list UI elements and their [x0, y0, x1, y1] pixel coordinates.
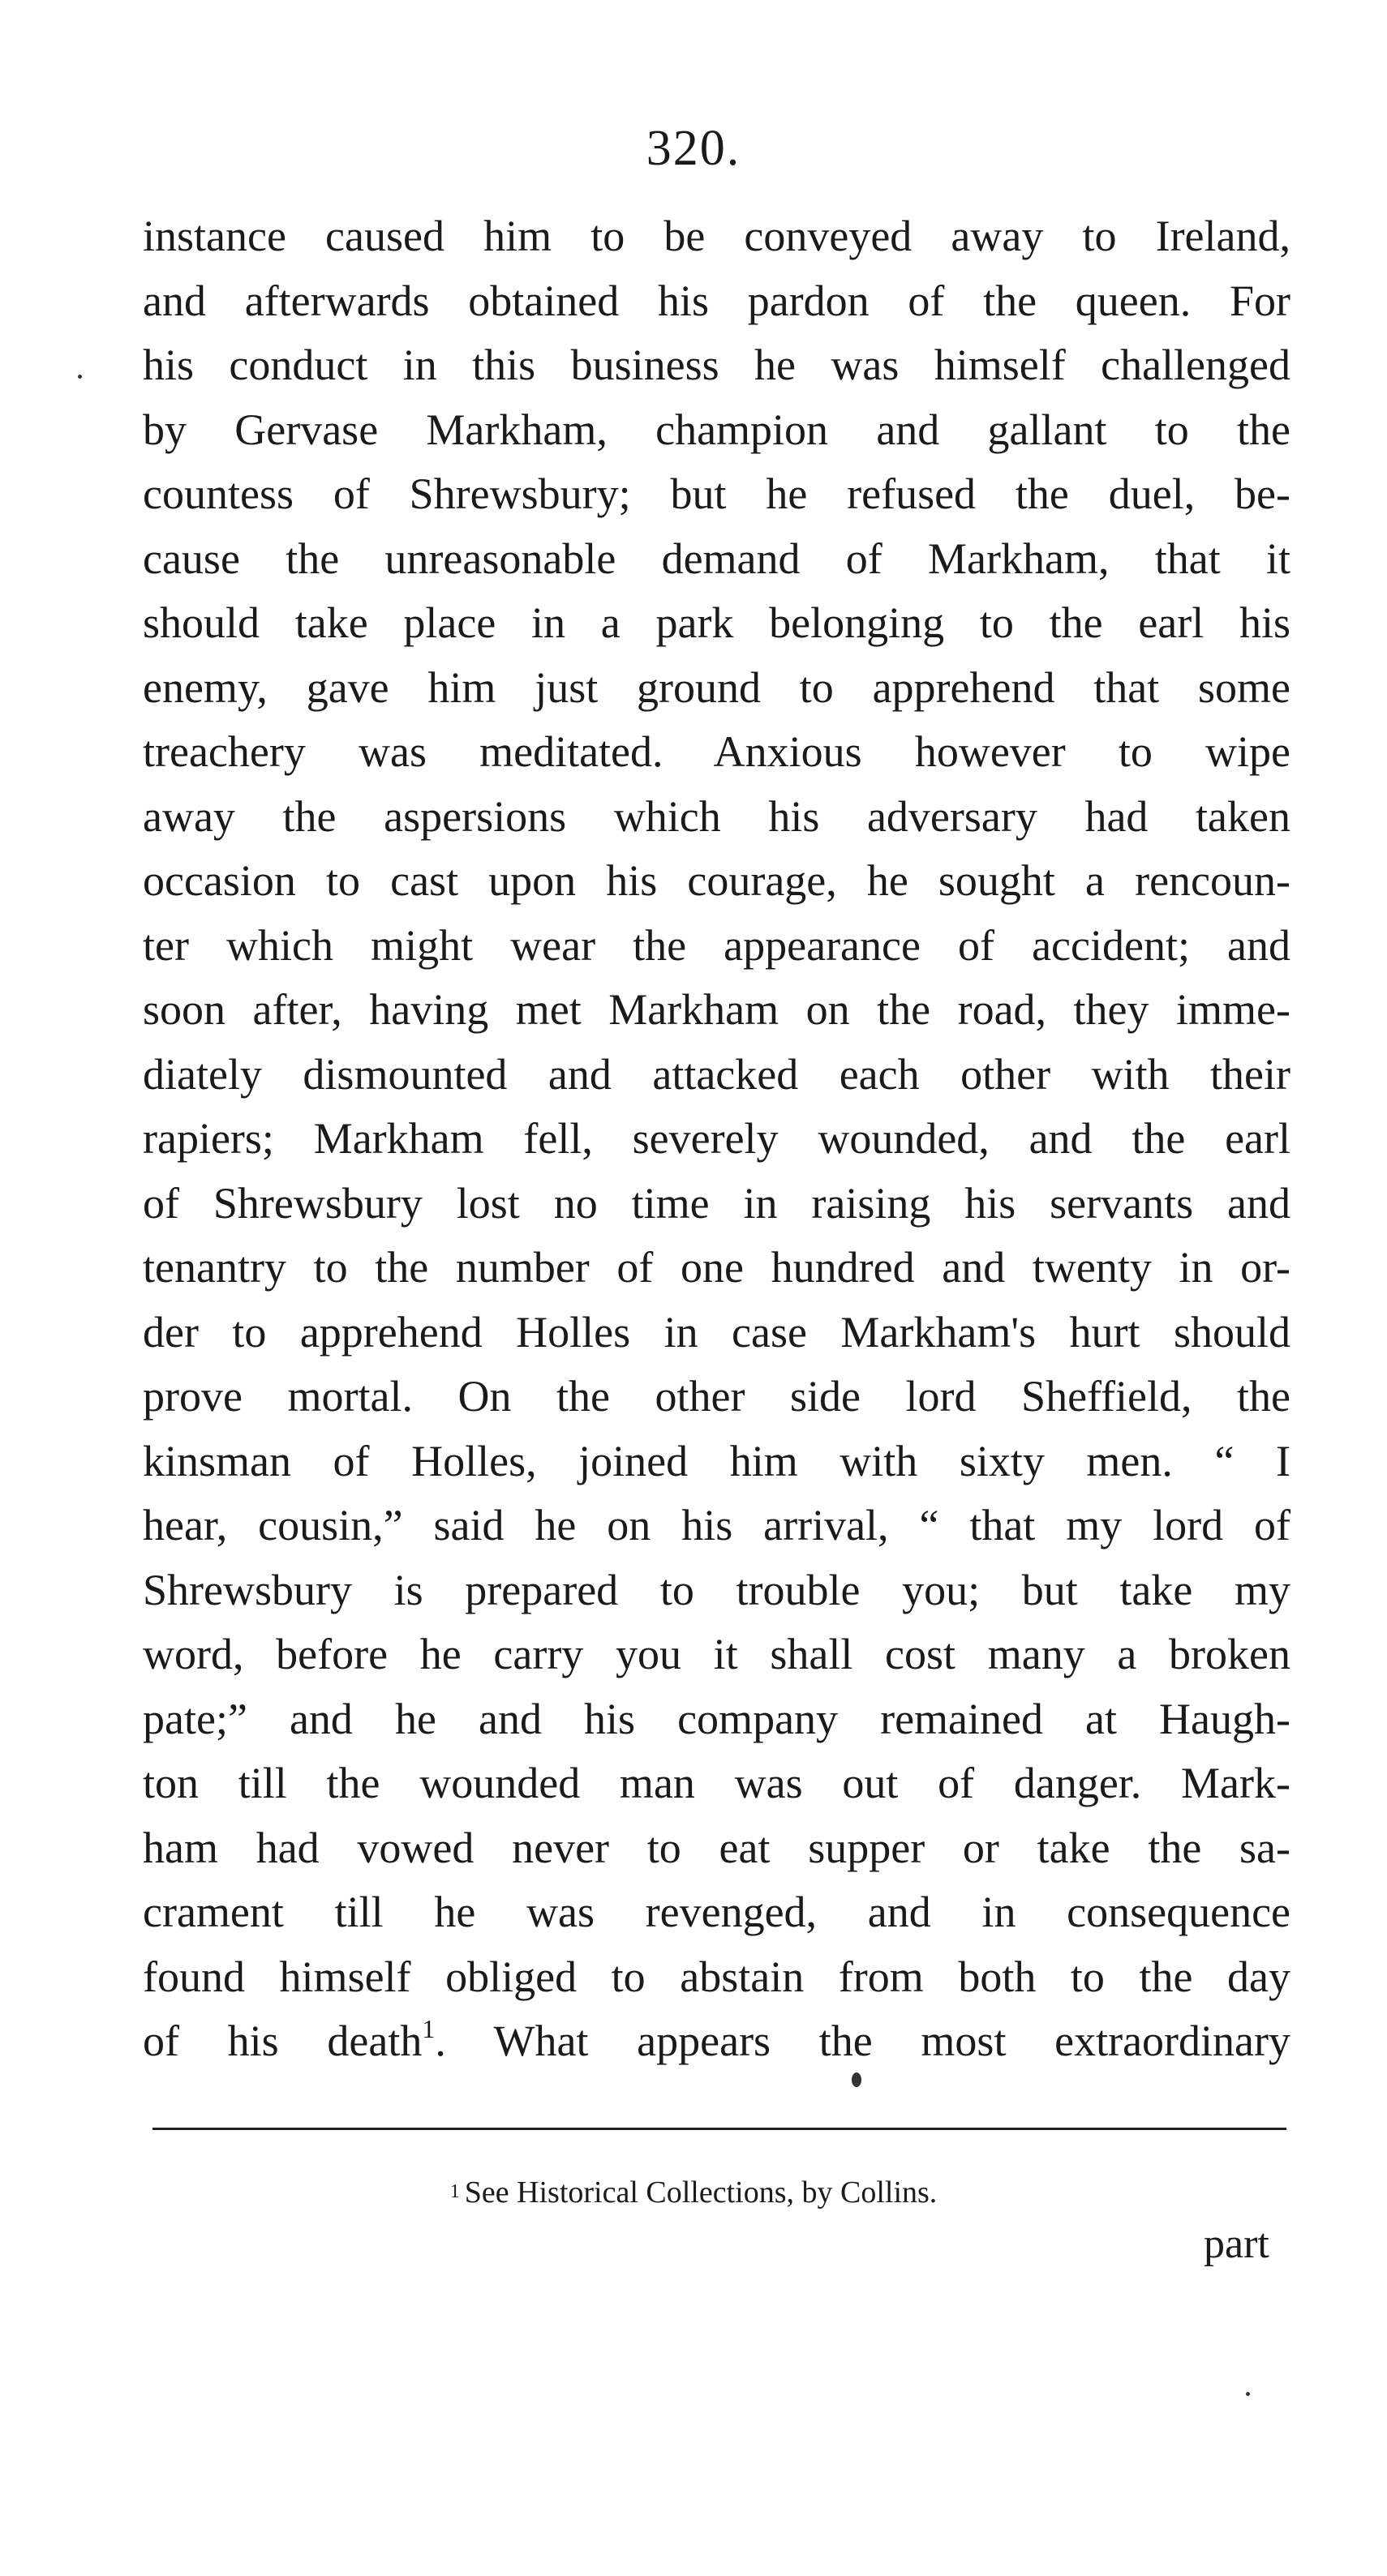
footnote-mark: 1 — [449, 2181, 460, 2202]
footnote-text: See Historical Collections, by Collins. — [464, 2175, 938, 2210]
text-line-tail: . What appears the most extraordinary — [435, 2017, 1290, 2065]
page-number: 320. — [646, 121, 741, 176]
text-line-last — [143, 2009, 1290, 2074]
text-line: and afterwards obtained his pardon of the queen. For — [143, 276, 1290, 325]
text-line: ton till the wounded man was out of danger. Mark- — [143, 1759, 1290, 1807]
text-line: ham had vowed never to eat supper or take the sa- — [143, 1823, 1290, 1872]
text-line-head: of his death — [143, 2017, 423, 2065]
text-line: countess of Shrewsbury; but he refused the duel, be- — [143, 469, 1290, 518]
text-line: der to apprehend Holles in case Markham's hurt should — [143, 1307, 1290, 1357]
text-line: diately dismounted and attacked each other with their — [143, 1049, 1290, 1099]
text-line: rapiers; Markham fell, severely wounded, and the earl — [143, 1114, 1290, 1163]
text-line: pate;” and he and his company remained at Haugh- — [143, 1694, 1290, 1743]
text-line: his conduct in this business he was himself challenged — [143, 341, 1290, 389]
text-line: ter which might wear the appearance of accident; and — [143, 920, 1290, 970]
ink-speck — [852, 2072, 861, 2087]
ink-speck — [1246, 2392, 1250, 2396]
footnote-reference: 1 — [422, 2014, 436, 2043]
footnote-rule — [152, 2128, 1286, 2130]
text-line: enemy, gave him just ground to apprehend that some — [143, 662, 1290, 712]
text-line: prove mortal. On the other side lord Sheffield, the — [143, 1372, 1290, 1421]
text-line: occasion to cast upon his courage, he sought a rencoun- — [143, 856, 1290, 905]
text-line: kinsman of Holles, joined him with sixty men. “ I — [143, 1436, 1290, 1485]
text-line: away the aspersions which his adversary had taken — [143, 791, 1290, 841]
text-line: of Shrewsbury lost no time in raising his servants and — [143, 1178, 1290, 1228]
text-line: hear, cousin,” said he on his arrival, “ that my lord of — [143, 1501, 1290, 1549]
text-line: tenantry to the number of one hundred and twenty in or- — [143, 1243, 1290, 1292]
text-line: Shrewsbury is prepared to trouble you; but take my — [143, 1565, 1290, 1614]
catchword: part — [1204, 2221, 1269, 2267]
text-line: crament till he was revenged, and in consequence — [143, 1888, 1290, 1936]
text-line: soon after, having met Markham on the road, they imme- — [143, 985, 1290, 1034]
text-line: cause the unreasonable demand of Markham, that it — [143, 534, 1290, 583]
text-line: found himself obliged to abstain from both to the day — [143, 1952, 1290, 2001]
body-text — [143, 204, 1290, 2074]
text-line: word, before he carry you it shall cost many a broken — [143, 1630, 1290, 1678]
footnote — [0, 2175, 1387, 2210]
text-line: should take place in a park belonging to the earl his — [143, 598, 1290, 647]
text-line: treachery was meditated. Anxious however to wipe — [143, 727, 1290, 776]
text-line: instance caused him to be conveyed away to Ireland, — [143, 212, 1290, 260]
ink-speck — [78, 375, 82, 379]
text-line: by Gervase Markham, champion and gallant to the — [143, 405, 1290, 454]
